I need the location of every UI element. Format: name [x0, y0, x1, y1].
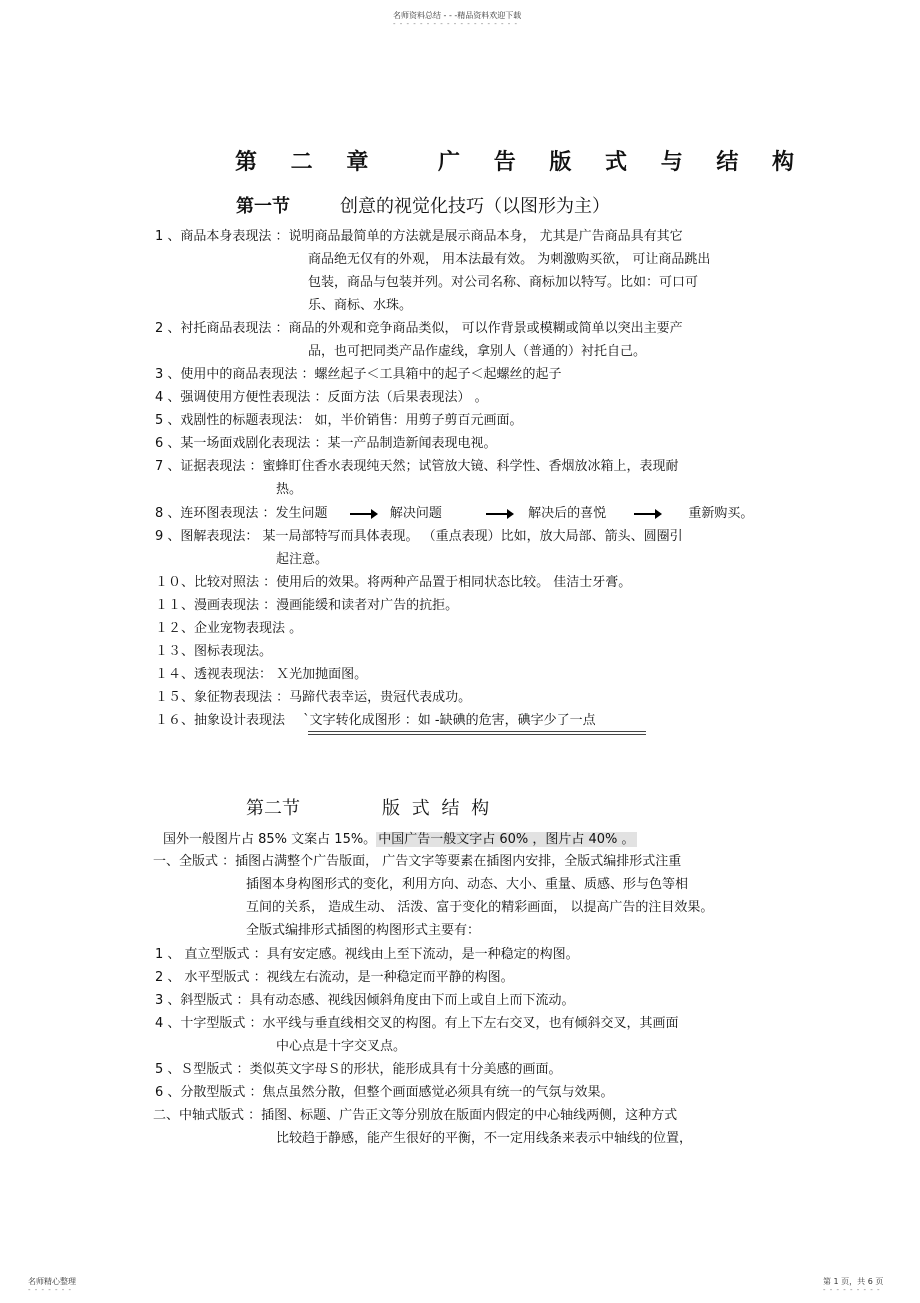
- sequence-step: 重新购买。: [688, 506, 754, 521]
- section2-label: 第二节: [246, 798, 300, 819]
- text-line: 比较趋于静感，能产生很好的平衡，不一定用线条来表示中轴线的位置，: [276, 1131, 693, 1146]
- line16-prefix: １６、抽象设计表现法: [155, 713, 286, 728]
- header-dots: - - - - - - - - - - - - - - - - - - -: [393, 20, 519, 28]
- text-line: １２、企业宠物表现法 。: [155, 621, 303, 636]
- ratio-foreign: 国外一般图片占 85% 文案占 15%。: [163, 832, 377, 847]
- sequence-step: 解决后的喜悦: [528, 506, 607, 521]
- title-char: 结: [716, 150, 741, 175]
- text-line: 5 、戏剧性的标题表现法： 如，半价销售：用剪子剪百元画面。: [155, 413, 523, 428]
- text-line: 6 、某一场面戏剧化表现法 ：某一产品制造新闻表现电视。: [155, 436, 497, 451]
- text-line: 中心点是十字交叉点。: [276, 1039, 407, 1054]
- text-line: 3 、斜型版式 ：具有动态感、视线因倾斜角度由下而上或自上而下流动。: [155, 993, 575, 1008]
- title-char: 版: [549, 150, 574, 175]
- text-line: 2 、衬托商品表现法 ：商品的外观和竞争商品类似， 可以作背景或模糊或简单以突出主要产: [155, 321, 683, 336]
- underline-rule: [308, 731, 646, 732]
- text-line: 二、中轴式版式 ：插图、标题、广告正文等分别放在版面内假定的中心轴线两侧，这种方式: [153, 1108, 678, 1123]
- text-line: 全版式编排形式插图的构图形式主要有：: [246, 923, 481, 938]
- text-line: 2 、 水平型版式 ：视线左右流动，是一种稳定而平静的构图。: [155, 970, 514, 985]
- text-line-sequence: [155, 506, 753, 522]
- text-line: 商品绝无仅有的外观， 用本法最有效。 为刺激购买欲， 可让商品跳出: [308, 252, 711, 267]
- text-line: 包装，商品与包装并列。对公司名称、商标加以特写。比如：可口可: [308, 275, 699, 290]
- footer-left: 名师精心整理: [28, 1277, 76, 1286]
- text-line: 1 、商品本身表现法 ：说明商品最简单的方法就是展示商品本身， 尤其是广告商品具有其它: [155, 229, 683, 244]
- text-line: １５、象征物表现法 ：马蹄代表幸运，贵冠代表成功。: [155, 690, 472, 705]
- footer-right-dots: - - - - - - - - -: [823, 1286, 881, 1294]
- title-char: 与: [660, 150, 685, 175]
- text-line: 9 、图解表现法： 某一局部特写而具体表现。 （重点表现）比如，放大局部、箭头、圆圈引: [155, 529, 683, 544]
- text-line: 6 、分散型版式 ：焦点虽然分散，但整个画面感觉必须具有统一的气氛与效果。: [155, 1085, 614, 1100]
- text-line: 一、全版式 ：插图占满整个广告版面， 广告文字等要素在插图内安排，全版式编排形式注重: [153, 854, 682, 869]
- title-char: 构: [772, 150, 797, 175]
- title-char: 告: [493, 150, 518, 175]
- section1-label: 第一节: [236, 196, 290, 217]
- text-line: １３、图标表现法。: [155, 644, 273, 659]
- text-line: 4 、十字型版式 ：水平线与垂直线相交叉的构图。有上下左右交叉，也有倾斜交叉，其画面: [155, 1016, 679, 1031]
- text-line: 乐、商标、水珠。: [308, 298, 413, 313]
- sequence-prefix: 8 、连环图表现法 ：发生问题: [155, 506, 328, 521]
- text-line: １１、漫画表现法 ：漫画能缓和读者对广告的抗拒。: [155, 598, 459, 613]
- page-number: 第 1 页，共 6 页: [823, 1277, 884, 1286]
- arrow-right-icon: [634, 513, 660, 515]
- section1-title: 创意的视觉化技巧（以图形为主）: [340, 196, 610, 217]
- text-line: 起注意。: [276, 552, 329, 567]
- text-line: １４、透视表现法： Ｘ光加抛面图。: [155, 667, 368, 682]
- title-char: 章: [346, 150, 371, 175]
- text-line: 3 、使用中的商品表现法 ：螺丝起子＜工具箱中的起子＜起螺丝的起子: [155, 367, 562, 382]
- underline-rule: [308, 734, 646, 735]
- ratio-china: 中国广告一般文字占 60% ，图片占 40% 。: [378, 832, 635, 847]
- text-line-16: [155, 713, 596, 729]
- page-header: 名师资料总结 - - -精品资料欢迎下载: [393, 11, 522, 20]
- footer-left-dots: - - - - - - -: [28, 1286, 73, 1294]
- ratio-line: [163, 832, 637, 848]
- title-char: 二: [290, 150, 315, 175]
- chapter-title: [235, 145, 802, 176]
- text-line: 1 、 直立型版式 ：具有安定感。视线由上至下流动，是一种稳定的构图。: [155, 947, 579, 962]
- line16-underlined: `文字转化成图形 ：如 -缺碘的危害，碘字少了一点: [303, 713, 596, 728]
- arrow-right-icon: [486, 513, 512, 515]
- section2-title: 版 式 结 构: [382, 798, 493, 819]
- text-line: 4 、强调使用方便性表现法 ：反面方法（后果表现法） 。: [155, 390, 488, 405]
- text-line: 互间的关系， 造成生动、 活泼、富于变化的精彩画面， 以提高广告的注目效果。: [246, 900, 714, 915]
- text-line: 插图本身构图形式的变化，利用方向、动态、大小、重量、质感、形与色等相: [246, 877, 689, 892]
- text-line: 5 、Ｓ型版式 ：类似英文字母Ｓ的形状，能形成具有十分美感的画面。: [155, 1062, 562, 1077]
- title-char: 第: [235, 150, 260, 175]
- title-char: 广: [438, 150, 463, 175]
- title-char: 式: [605, 150, 630, 175]
- text-line: 品，也可把同类产品作虚线，拿别人（普通的）衬托自己。: [308, 344, 647, 359]
- arrow-right-icon: [350, 513, 376, 515]
- text-line: １０、比较对照法 ：使用后的效果。将两种产品置于相同状态比较。 佳洁士牙膏。: [155, 575, 632, 590]
- sequence-step: 解决问题: [389, 506, 442, 521]
- text-line: 热。: [276, 482, 303, 497]
- text-line: 7 、证据表现法 ：蜜蜂盯住香水表现纯天然；试管放大镜、科学性、香烟放冰箱上，表现耐: [155, 459, 679, 474]
